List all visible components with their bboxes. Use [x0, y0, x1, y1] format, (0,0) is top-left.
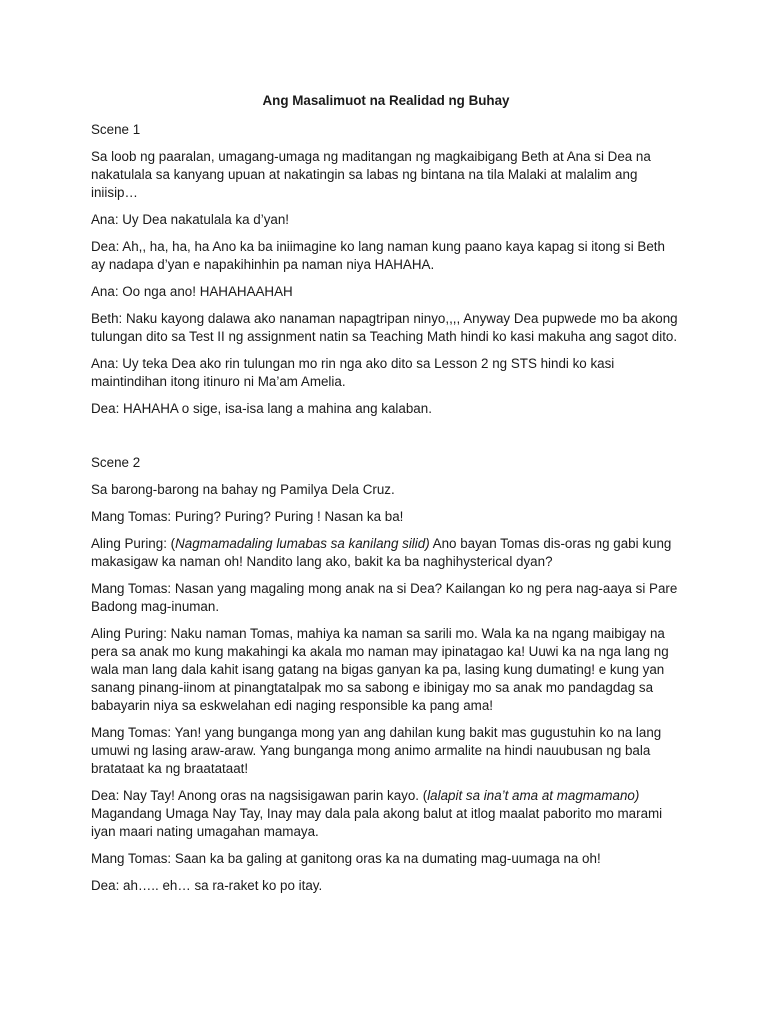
dialogue-line: Mang Tomas: Puring? Puring? Puring ! Nasan ka ba!	[91, 509, 404, 524]
dialogue-line: Beth: Naku kayong dalawa ako nanaman napagtripan ninyo,,,, Anyway Dea pupwede mo ba akong tulungan dito sa Test II ng assignment natin sa Teaching Math hindi ko kasi makuha ang sagot dito.	[91, 311, 678, 344]
dialogue-line: Ana: Oo nga ano! HAHAHAAHAH	[91, 284, 293, 299]
dialogue-text: Ano bayan Tomas dis-oras ng gabi kung makasigaw ka naman oh! Nandito lang ako, bakit ka ba naghihysterical dyan?	[91, 536, 672, 569]
scene-2-narration: Sa barong-barong na bahay ng Pamilya Dela Cruz.	[91, 482, 395, 497]
scene-1-heading: Scene 1	[91, 122, 141, 137]
dialogue-line: Ana: Uy Dea nakatulala ka d’yan!	[91, 212, 290, 227]
dialogue-line: Mang Tomas: Yan! yang bunganga mong yan ang dahilan kung bakit mas gugustuhin ko na lang umuwi ng lasing araw-araw. Yang bunganga mong animo armalite na hindi nauubusan ng bala bratataat ka ng braatataat!	[91, 725, 662, 776]
scene-separator	[91, 427, 681, 454]
dialogue-line: Dea: ah….. eh… sa ra-raket ko po itay.	[91, 878, 323, 893]
dialogue-line: Mang Tomas: Saan ka ba galing at ganitong oras ka na dumating mag-uumaga na oh!	[91, 851, 601, 866]
stage-direction: lalapit sa ina’t ama at magmamano)	[427, 788, 640, 803]
scene-2-heading: Scene 2	[91, 455, 141, 470]
dialogue-line	[91, 535, 681, 571]
dialogue-line: Dea: Ah,, ha, ha, ha Ano ka ba iniimagine ko lang naman kung paano kaya kapag si itong si Beth ay nadapa d’yan e napakihinhin pa naman niya HAHAHA.	[91, 239, 665, 272]
dialogue-line	[91, 787, 681, 841]
scene-1-narration: Sa loob ng paaralan, umagang-umaga ng maditangan ng magkaibigang Beth at Ana si Dea na nakatulala sa kanyang upuan at nakatingin sa labas ng bintana na tila Malaki at malalim ang iniisip…	[91, 149, 651, 200]
dialogue-line: Ana: Uy teka Dea ako rin tulungan mo rin nga ako dito sa Lesson 2 ng STS hindi ko kasi maintindihan itong itinuro ni Ma’am Amelia.	[91, 356, 615, 389]
dialogue-line: Mang Tomas: Nasan yang magaling mong anak na si Dea? Kailangan ko ng pera nag-aaya si Pare Badong mag-inuman.	[91, 581, 678, 614]
document-title: Ang Masalimuot na Realidad ng Buhay	[262, 93, 510, 108]
dialogue-speaker: Dea: Nay Tay! Anong oras na nagsisigawan parin kayo. (	[91, 788, 428, 803]
dialogue-line: Aling Puring: Naku naman Tomas, mahiya ka naman sa sarili mo. Wala ka na ngang maibigay na pera sa anak mo kung makahingi ka akala mo naman may ipinatagao ka! Uuwi ka na nga lang ng wala man lang dala kahit isang gatang na bigas ganyan ka pa, lasing kung dumating! e kung yan sanang pinang-iinom at pinangtatalpak mo sa sabong e ibinigay mo sa anak mo pandagdag sa babayarin niya sa eskwelahan edi naging responsible ka pang ama!	[91, 626, 669, 713]
document-body	[91, 92, 681, 904]
dialogue-text: Magandang Umaga Nay Tay, Inay may dala pala akong balut at itlog maalat paborito mo marami iyan maari nating umagahan mamaya.	[91, 806, 663, 839]
stage-direction: Nagmamadaling lumabas sa kanilang silid)	[175, 536, 430, 551]
dialogue-speaker: Aling Puring: (	[91, 536, 176, 551]
dialogue-line: Dea: HAHAHA o sige, isa-isa lang a mahina ang kalaban.	[91, 401, 432, 416]
